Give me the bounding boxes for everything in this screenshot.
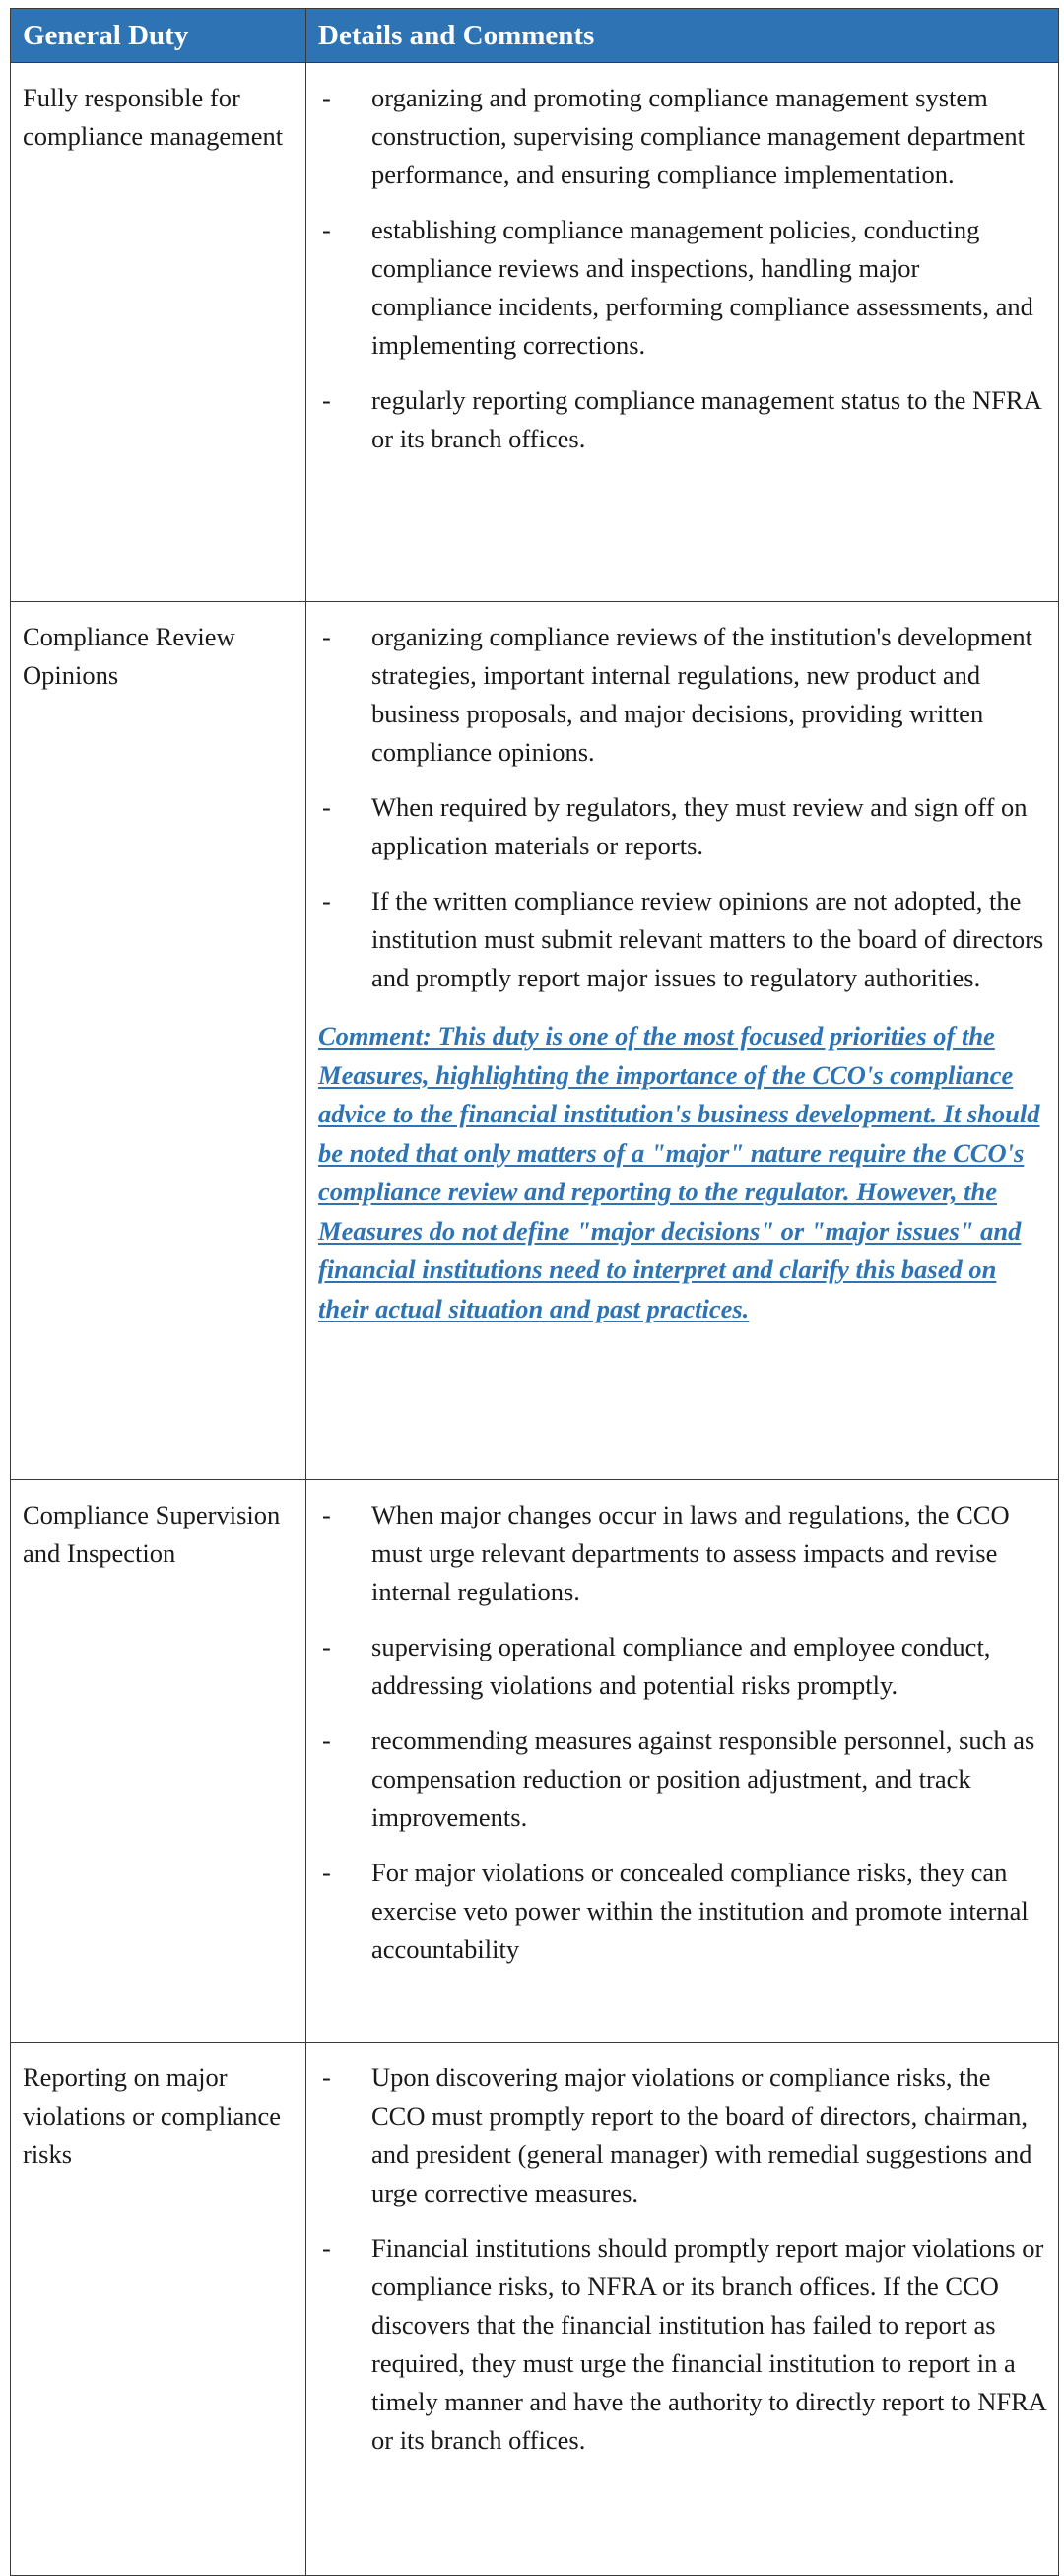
list-item — [318, 2059, 1046, 2212]
list-item — [318, 2229, 1046, 2460]
list-item — [318, 788, 1046, 865]
list-item — [318, 1854, 1046, 1969]
bullet-dash: - — [322, 1858, 331, 1887]
duty-cell: Fully responsible for compliance management — [11, 63, 306, 602]
item-text: Financial institutions should promptly report major violations or compliance risks, to NFRA or its branch offices. If the CCO discovers that the financial institution has failed to report as required, they must urge the financial institution to report in a timely manner and have the authority to directly report to NFRA or its branch offices. — [371, 2233, 1046, 2455]
header-details-comments: Details and Comments — [306, 9, 1059, 63]
item-text: recommending measures against responsible personnel, such as compensation reduction or position adjustment, and track improvements. — [371, 1726, 1035, 1832]
table-header-row — [11, 9, 1059, 63]
list-item — [318, 882, 1046, 997]
list-item — [318, 79, 1046, 194]
table-row — [11, 1480, 1059, 2043]
list-item — [318, 1628, 1046, 1705]
bullet-dash: - — [322, 886, 331, 915]
bullet-dash: - — [322, 2063, 331, 2092]
bullet-dash: - — [322, 215, 331, 244]
bullet-dash: - — [322, 2233, 331, 2263]
list-item — [318, 618, 1046, 772]
bullet-dash: - — [322, 1500, 331, 1529]
detail-cell — [306, 63, 1059, 602]
list-item — [318, 1722, 1046, 1837]
item-text: When major changes occur in laws and regulations, the CCO must urge relevant departments to assess impacts and revise internal regulations. — [371, 1500, 1010, 1606]
table-row — [11, 602, 1059, 1480]
item-text: For major violations or concealed compliance risks, they can exercise veto power within the institution and promote internal accountability — [371, 1858, 1029, 1964]
bullet-dash: - — [322, 385, 331, 415]
duty-cell: Compliance Review Opinions — [11, 602, 306, 1480]
bullet-dash: - — [322, 1726, 331, 1755]
item-text: Upon discovering major violations or compliance risks, the CCO must promptly report to the board of directors, chairman, and president (general manager) with remedial suggestions and urge corrective measures. — [371, 2063, 1032, 2207]
bullet-dash: - — [322, 622, 331, 651]
header-general-duty: General Duty — [11, 9, 306, 63]
duty-cell: Reporting on major violations or compliance risks — [11, 2043, 306, 2576]
item-text: organizing compliance reviews of the institution's development strategies, important internal regulations, new product and business proposals, and major decisions, providing written compliance opinions. — [371, 622, 1033, 767]
list-item — [318, 211, 1046, 365]
list-item — [318, 381, 1046, 458]
item-text: establishing compliance management policies, conducting compliance reviews and inspections, handling major compliance incidents, performing compliance assessments, and implementing corrections. — [371, 215, 1033, 360]
item-text: If the written compliance review opinions are not adopted, the institution must submit relevant matters to the board of directors and promptly report major issues to regulatory authorities. — [371, 886, 1044, 992]
item-text: When required by regulators, they must review and sign off on application materials or reports. — [371, 792, 1028, 860]
table-row — [11, 63, 1059, 602]
detail-cell — [306, 1480, 1059, 2043]
table-row — [11, 2043, 1059, 2576]
detail-cell — [306, 602, 1059, 1480]
detail-cell — [306, 2043, 1059, 2576]
item-text: regularly reporting compliance management status to the NFRA or its branch offices. — [371, 385, 1041, 453]
duties-table — [10, 8, 1059, 2576]
item-text: organizing and promoting compliance management system construction, supervising compliance management department performance, and ensuring compliance implementation. — [371, 83, 1026, 189]
list-item — [318, 1496, 1046, 1611]
document-page — [10, 8, 1058, 2576]
bullet-dash: - — [322, 792, 331, 822]
bullet-dash: - — [322, 83, 331, 112]
duty-cell: Compliance Supervision and Inspection — [11, 1480, 306, 2043]
item-text: supervising operational compliance and employee conduct, addressing violations and potential risks promptly. — [371, 1632, 991, 1700]
comment-text: Comment: This duty is one of the most focused priorities of the Measures, highlighting the importance of the CCO's compliance advice to the financial institution's business development. It should be noted that only matters of a "major" nature require the CCO's compliance review and reporting to the regulator. However, the Measures do not define "major decisions" or "major issues" and financial institutions need to interpret and clarify this based on their actual situation and past practices. — [318, 1021, 1040, 1323]
bullet-dash: - — [322, 1632, 331, 1661]
